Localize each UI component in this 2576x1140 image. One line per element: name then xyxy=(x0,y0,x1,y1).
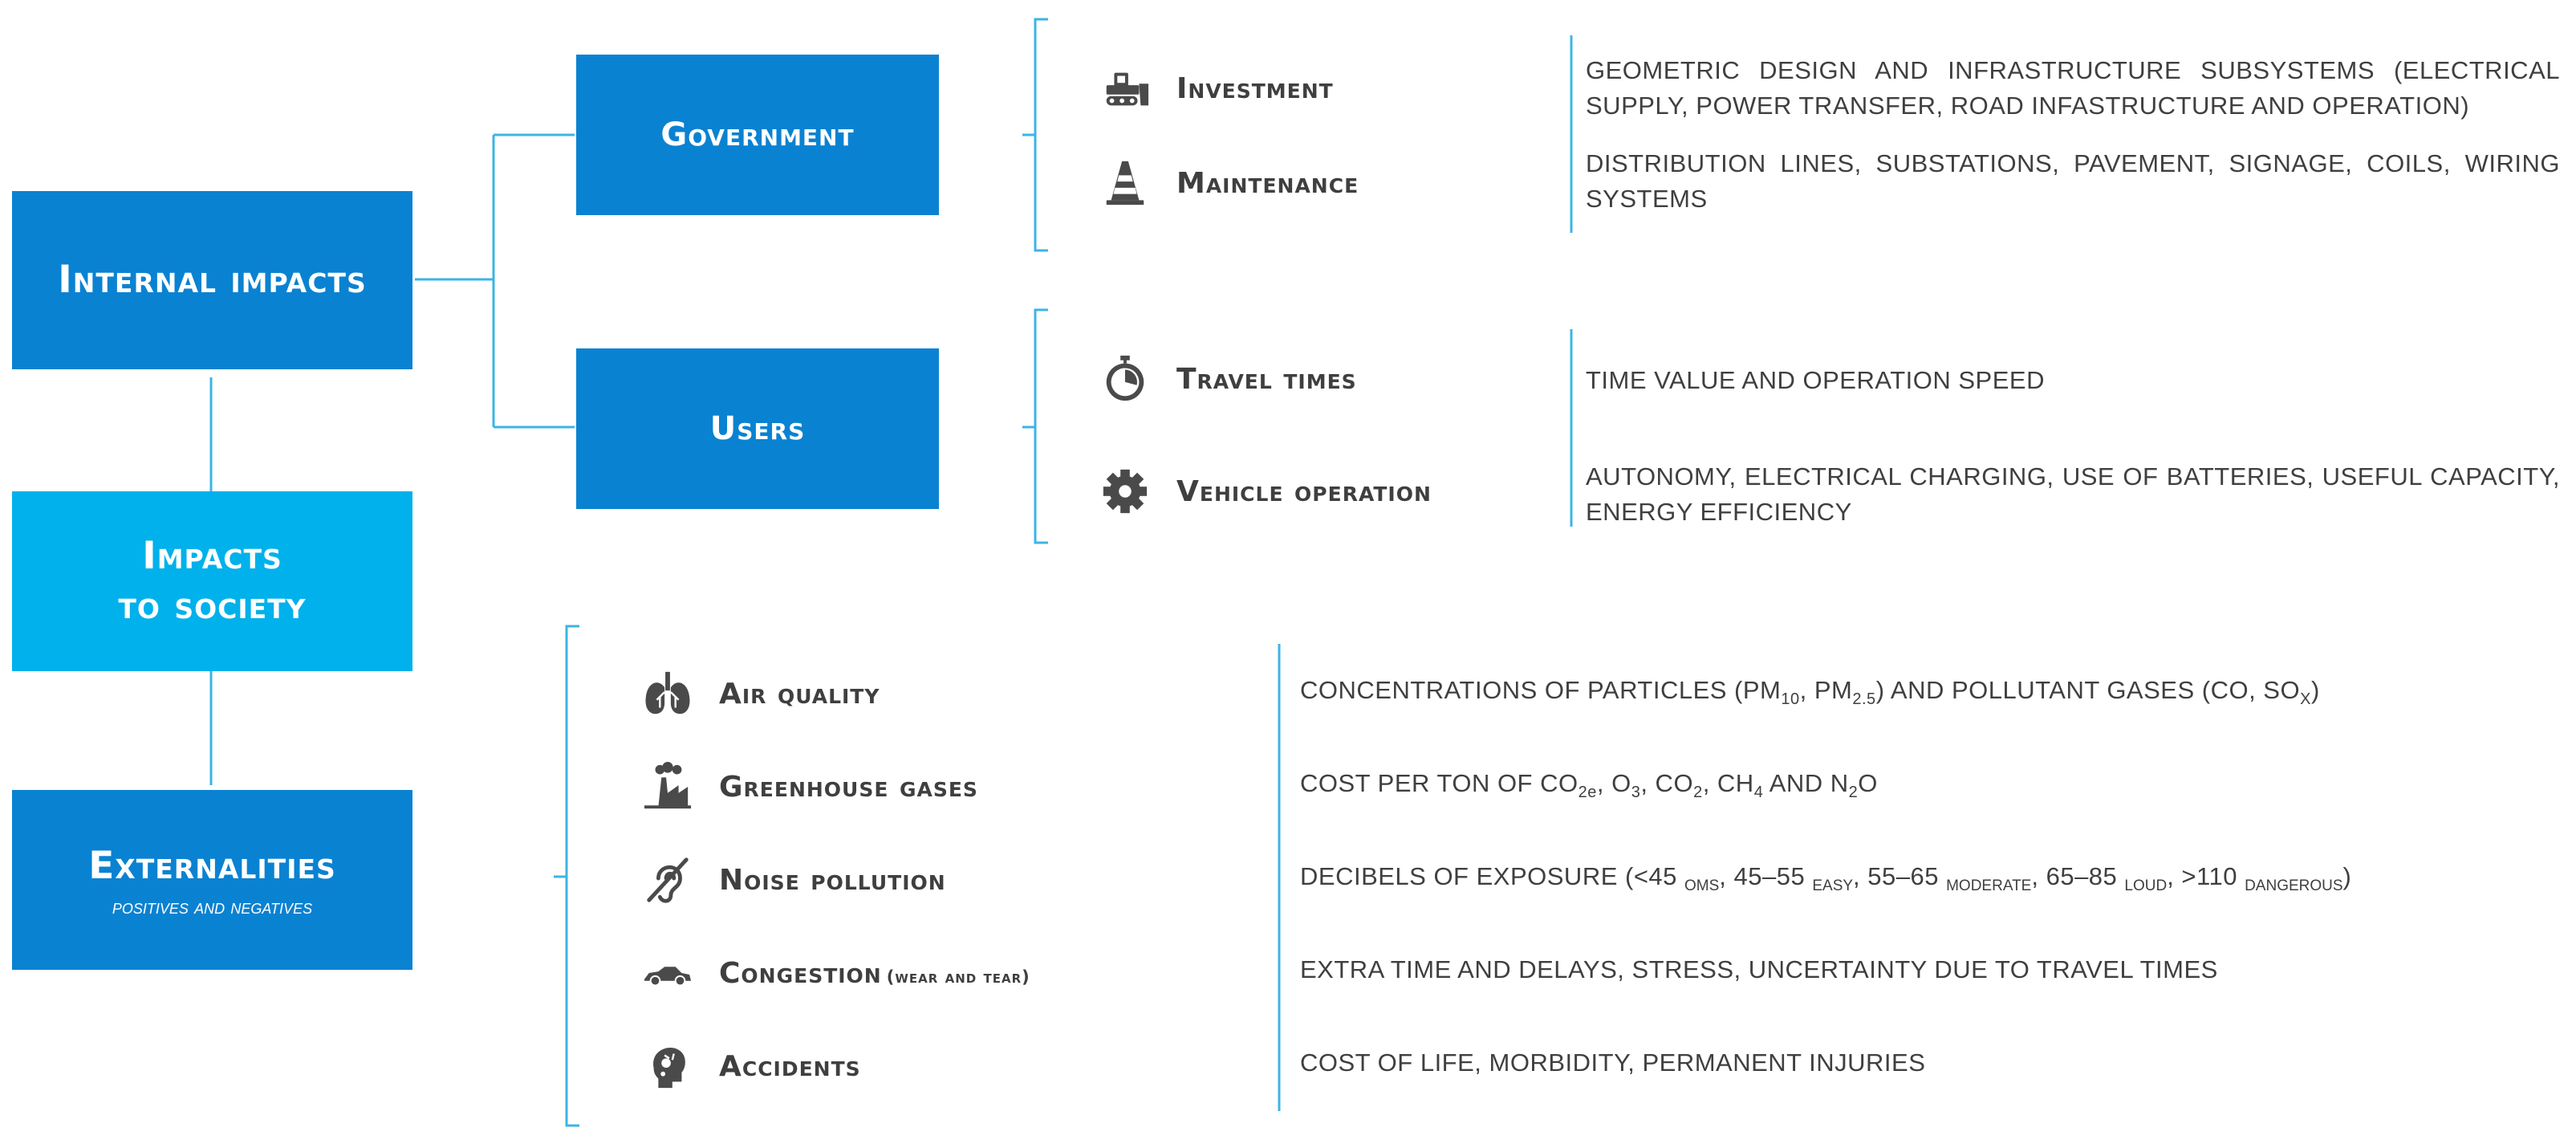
vehicle-operation-label: Vehicle operation xyxy=(1176,474,1432,508)
government-box xyxy=(576,55,939,215)
traffic-cone-icon xyxy=(1099,157,1151,209)
car-icon xyxy=(642,947,693,999)
externalities-box xyxy=(12,790,412,970)
air-quality-description: CONCENTRATIONS OF PARTICLES ($PM_{10}$, $PM_{2.5}$) AND POLLUTANT GASES (CO, $SO_X$) xyxy=(1300,676,2320,708)
noise-pollution-label: Noise pollution xyxy=(719,863,946,897)
impacts-to-society-title-line2: to society xyxy=(118,584,307,628)
externalities-title: Externalities xyxy=(88,843,336,888)
factory-icon xyxy=(642,761,693,812)
greenhouse-gases-description: COST PER TON OF $CO_{2e}$, $O_3$, $CO_2$, $CH_4$ AND $N_2O$ xyxy=(1300,769,1878,801)
users-title: Users xyxy=(709,410,806,447)
internal-impacts-title: Internal impacts xyxy=(58,258,367,302)
noise-pollution-description: DECIBELS OF EXPOSURE (<45 $_{OMS}$, 45–55 $_{EASY}$, 55–65 $_{MODERATE}$, 65–85 $_{LOUD}$, >110 $_{DANGEROUS}$) xyxy=(1300,862,2352,894)
investment-description: GEOMETRIC DESIGN AND INFRASTRUCTURE SUBSYSTEMS (ELECTRICAL SUPPLY, POWER TRANSFER, ROAD INFASTRUCTURE AND OPERATION) xyxy=(1586,56,2560,120)
congestion-label: Congestion (wear and tear) xyxy=(719,956,1030,990)
maintenance-label: Maintenance xyxy=(1176,166,1359,200)
investment-label: Investment xyxy=(1176,71,1334,105)
maintenance-description: DISTRIBUTION LINES, SUBSTATIONS, PAVEMENT, SIGNAGE, COILS, WIRING SYSTEMS xyxy=(1586,149,2560,213)
congestion-description: EXTRA TIME AND DELAYS, STRESS, UNCERTAINTY DUE TO TRAVEL TIMES xyxy=(1300,955,2218,983)
maintenance-item xyxy=(1099,157,1359,209)
accidents-label: Accidents xyxy=(719,1049,861,1083)
impacts-to-society-title-line1: Impacts xyxy=(142,534,282,578)
bulldozer-icon xyxy=(1099,63,1151,114)
vehicle-operation-item xyxy=(1099,466,1432,517)
air-quality-item xyxy=(642,668,880,719)
injured-head-icon xyxy=(642,1040,693,1092)
travel-times-description: TIME VALUE AND OPERATION SPEED xyxy=(1586,366,2045,394)
accidents-item xyxy=(642,1040,861,1092)
congestion-item xyxy=(642,947,1030,999)
no-hearing-icon xyxy=(642,854,693,906)
gear-icon xyxy=(1099,466,1151,517)
externalities-subtitle: positives and negatives xyxy=(112,894,313,918)
travel-times-label: Travel times xyxy=(1176,362,1357,396)
greenhouse-gases-item xyxy=(642,761,978,812)
lungs-icon xyxy=(642,668,693,719)
congestion-tag: (wear and tear) xyxy=(886,967,1030,987)
investment-item xyxy=(1099,63,1334,114)
greenhouse-gases-label: Greenhouse gases xyxy=(719,770,978,804)
air-quality-label: Air quality xyxy=(719,677,880,710)
government-title: Government xyxy=(660,116,855,153)
vehicle-operation-description: AUTONOMY, ELECTRICAL CHARGING, USE OF BATTERIES, USEFUL CAPACITY, ENERGY EFFICIENCY xyxy=(1586,462,2560,526)
users-box xyxy=(576,348,939,509)
noise-pollution-item xyxy=(642,854,946,906)
travel-times-item xyxy=(1099,353,1357,405)
accidents-description: COST OF LIFE, MORBIDITY, PERMANENT INJURIES xyxy=(1300,1048,1926,1077)
impacts-to-society-box xyxy=(12,491,412,671)
internal-impacts-box xyxy=(12,191,412,369)
stopwatch-icon xyxy=(1099,353,1151,405)
